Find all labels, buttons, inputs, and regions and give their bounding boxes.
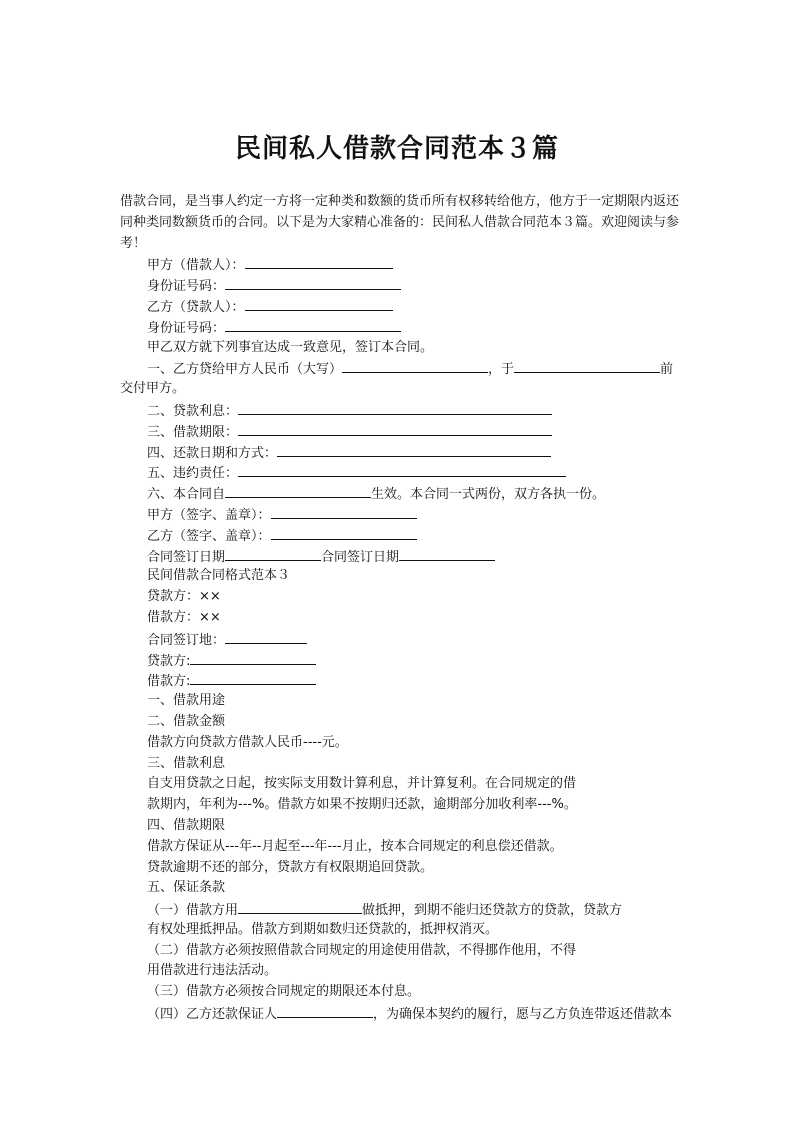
section-3-heading: 三、借款利息 bbox=[147, 755, 226, 771]
clause-1-line bbox=[120, 358, 690, 379]
clause-4-label: 四、还款日期和方式： bbox=[147, 445, 278, 461]
clause-1-continuation: 交付甲方。 bbox=[120, 381, 186, 397]
sign-place-line bbox=[120, 629, 690, 650]
id-a-label: 身份证号码： bbox=[147, 279, 226, 295]
clause-3-blank bbox=[238, 421, 552, 436]
clause-1-before: 前 bbox=[660, 362, 674, 378]
clause-4-blank bbox=[277, 442, 551, 457]
sign-date-b-blank bbox=[399, 546, 495, 561]
party-b-label: 乙方（贷款人）： bbox=[147, 299, 245, 315]
sign-a-label: 甲方（签字、盖章）： bbox=[147, 507, 271, 523]
agreement-line: 甲乙双方就下列事宜达成一致意见，签订本合同。 bbox=[147, 339, 434, 355]
document-title: 民间私人借款合同范本３篇 bbox=[234, 134, 559, 164]
party-a-blank bbox=[245, 254, 393, 269]
sign-date-a-label: 合同签订日期 bbox=[147, 549, 226, 565]
sign-date-b-label: 合同签订日期 bbox=[321, 549, 400, 565]
clause-1-date-blank bbox=[514, 358, 660, 373]
section-3-text-2: 款期内，年利为---%。借款方如果不按期归还款，逾期部分加收利率---%。 bbox=[147, 797, 577, 813]
guarantee-2-line: （二）借款方必须按照借款合同规定的用途使用借款，不得挪作他用，不得 bbox=[147, 942, 577, 958]
clause-5-label: 五、违约责任： bbox=[147, 466, 239, 482]
guarantee-4-line bbox=[120, 1003, 690, 1024]
guarantee-1-blank bbox=[238, 899, 362, 914]
sign-b-line bbox=[120, 525, 690, 546]
lender-label: 贷款方: bbox=[147, 653, 191, 669]
sign-place-blank bbox=[225, 629, 307, 644]
party-b-line bbox=[120, 296, 690, 317]
section-2-text: 借款方向贷款方借款人民币----元。 bbox=[147, 734, 348, 750]
clause-6-blank bbox=[225, 483, 371, 498]
id-b-label: 身份证号码： bbox=[147, 320, 226, 336]
clause-3-label: 三、借款期限： bbox=[147, 424, 239, 440]
guarantee-1-text: 做抵押，到期不能归还贷款方的贷款，贷款方 bbox=[362, 903, 623, 919]
guarantee-1-label: （一）借款方用 bbox=[147, 903, 239, 919]
lender-blank bbox=[190, 650, 316, 665]
section-4-text-1: 借款方保证从---年--月起至---年---月止，按本合同规定的利息偿还借款。 bbox=[147, 838, 563, 854]
clause-6-label: 六、本合同自 bbox=[147, 487, 226, 503]
clause-1-label: 一、乙方贷给甲方人民币（大写） bbox=[147, 362, 343, 378]
lender-line bbox=[120, 650, 690, 671]
borrower-blank bbox=[190, 670, 316, 685]
sign-b-label: 乙方（签字、盖章）： bbox=[147, 528, 271, 544]
document-body bbox=[120, 192, 690, 1024]
sign-date-line bbox=[120, 546, 690, 567]
clause-1-amount-blank bbox=[342, 358, 488, 373]
lender-x-line: 贷款方：×× bbox=[147, 589, 221, 605]
clause-2-line bbox=[120, 400, 690, 421]
section-3-text-1: 自支用贷款之日起，按实际支用数计算利息，并计算复利。在合同规定的借 bbox=[147, 776, 577, 792]
guarantee-4-label: （四）乙方还款保证人 bbox=[147, 1007, 278, 1023]
guarantee-4-blank bbox=[277, 1003, 373, 1018]
guarantee-1-line bbox=[120, 899, 690, 920]
clause-3-line bbox=[120, 421, 690, 442]
section-5-heading: 五、保证条款 bbox=[147, 880, 226, 896]
guarantee-2-continuation: 用借款进行违法活动。 bbox=[147, 963, 278, 979]
sign-a-line bbox=[120, 504, 690, 525]
sign-b-blank bbox=[271, 525, 417, 540]
sign-a-blank bbox=[271, 504, 417, 519]
party-a-line bbox=[120, 254, 690, 275]
party-a-label: 甲方（借款人）： bbox=[147, 258, 245, 274]
guarantee-4-text: ，为确保本契约的履行，愿与乙方负连带返还借款本 bbox=[373, 1007, 673, 1023]
format-title-line: 民间借款合同格式范本３ bbox=[147, 568, 291, 584]
sign-place-label: 合同签订地： bbox=[147, 632, 226, 648]
section-2-heading: 二、借款金额 bbox=[147, 713, 226, 729]
section-4-text-2: 贷款逾期不还的部分，贷款方有权限期追回贷款。 bbox=[147, 859, 434, 875]
sign-date-a-blank bbox=[225, 546, 321, 561]
id-a-blank bbox=[225, 275, 401, 290]
borrower-label: 借款方: bbox=[147, 674, 191, 690]
id-b-blank bbox=[225, 317, 401, 332]
clause-2-label: 二、贷款利息： bbox=[147, 403, 239, 419]
clause-2-blank bbox=[238, 400, 552, 415]
guarantee-3-line: （三）借款方必须按合同规定的期限还本付息。 bbox=[147, 984, 421, 1000]
clause-4-line bbox=[120, 442, 690, 463]
borrower-line bbox=[120, 670, 690, 691]
party-b-blank bbox=[245, 296, 393, 311]
section-4-heading: 四、借款期限 bbox=[147, 817, 226, 833]
guarantee-1-continuation: 有权处理抵押品。借款方到期如数归还贷款的，抵押权消灭。 bbox=[147, 921, 499, 937]
id-a-line bbox=[120, 275, 690, 296]
clause-6-text: 生效。本合同一式两份，双方各执一份。 bbox=[371, 487, 606, 503]
clause-6-line bbox=[120, 483, 690, 504]
section-1-heading: 一、借款用途 bbox=[147, 693, 226, 709]
borrower-x-line: 借款方：×× bbox=[147, 609, 221, 625]
clause-1-at: ，于 bbox=[488, 362, 515, 378]
clause-5-line bbox=[120, 462, 690, 483]
clause-5-blank bbox=[238, 462, 566, 477]
intro-paragraph: 借款合同，是当事人约定一方将一定种类和数额的货币所有权移转给他方，他方于一定期限内返还同种类同数额货币的合同。以下是为大家精心准备的：民间私人借款合同范本３篇。欢迎阅读与参考！ bbox=[120, 194, 680, 251]
id-b-line bbox=[120, 317, 690, 338]
